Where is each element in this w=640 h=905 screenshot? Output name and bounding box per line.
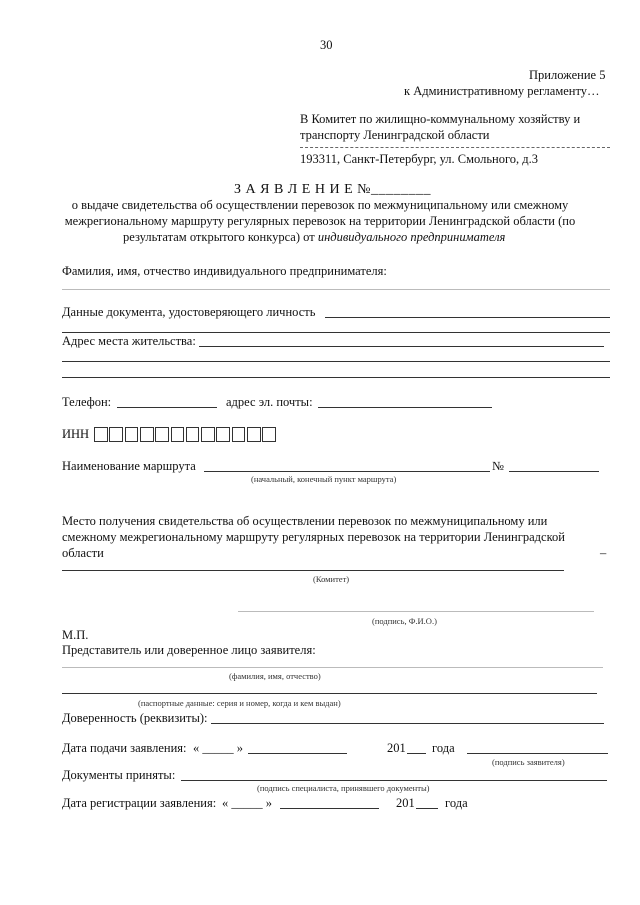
passport-caption: (паспортные данные: серия и номер, когда и кем выдан) xyxy=(138,698,341,708)
inn-cell[interactable] xyxy=(125,427,139,442)
place-line-1: Место получения свидетельства об осуществлении перевозок по межмуниципальному или xyxy=(62,514,548,528)
phone-field[interactable] xyxy=(117,407,217,408)
submission-year-suffix: года xyxy=(432,741,455,755)
address-field-2[interactable] xyxy=(62,361,610,362)
addressee-line-2: транспорту Ленинградской области xyxy=(300,128,490,142)
inn-cell[interactable] xyxy=(94,427,108,442)
inn-cell[interactable] xyxy=(201,427,215,442)
registration-year-prefix: 201 xyxy=(396,796,415,810)
inn-cells[interactable] xyxy=(94,427,279,442)
applicant-signature-caption: (подпись заявителя) xyxy=(492,757,565,767)
email-field[interactable] xyxy=(318,407,492,408)
route-field[interactable] xyxy=(204,471,490,472)
route-label: Наименование маршрута xyxy=(62,459,196,473)
id-doc-field[interactable] xyxy=(325,317,610,318)
id-doc-label: Данные документа, удостоверяющего личность xyxy=(62,305,316,319)
addressee-divider xyxy=(300,147,610,148)
submission-date-month-field[interactable] xyxy=(248,753,347,754)
inn-cell[interactable] xyxy=(247,427,261,442)
signature-caption: (подпись, Ф.И.О.) xyxy=(372,616,437,626)
inn-cell[interactable] xyxy=(155,427,169,442)
power-of-attorney-label: Доверенность (реквизиты): xyxy=(62,711,208,725)
statement-heading: З А Я В Л Е Н И Е №________ xyxy=(234,182,431,197)
registration-date-label: Дата регистрации заявления: xyxy=(62,796,217,810)
email-label: адрес эл. почты: xyxy=(226,395,313,409)
inn-cell[interactable] xyxy=(171,427,185,442)
power-of-attorney-field[interactable] xyxy=(211,723,604,724)
place-dash: – xyxy=(600,546,607,560)
submission-year-prefix: 201 xyxy=(387,741,406,755)
fio-field[interactable] xyxy=(62,289,610,290)
addressee-address: 193311, Санкт-Петербург, ул. Смольного, д.3 xyxy=(300,152,539,166)
registration-date-month-field[interactable] xyxy=(280,808,379,809)
appendix-line-2: к Административному регламенту… xyxy=(404,84,600,98)
page-number: 30 xyxy=(320,38,333,52)
appendix-line-1: Приложение 5 xyxy=(529,68,606,82)
submission-year-field[interactable] xyxy=(407,753,426,754)
route-number-label: № xyxy=(492,459,504,473)
statement-subtitle-3 xyxy=(123,230,505,245)
inn-cell[interactable] xyxy=(232,427,246,442)
statement-subtitle-2: межрегиональному маршруту регулярных перевозок на территории Ленинградской области (по xyxy=(64,214,576,228)
route-caption: (начальный, конечный пункт маршрута) xyxy=(251,474,397,484)
signature-field[interactable] xyxy=(238,611,594,612)
passport-field[interactable] xyxy=(62,693,597,694)
submission-date-day[interactable]: « _____ » xyxy=(193,741,243,755)
registration-date-day[interactable]: « _____ » xyxy=(222,796,272,810)
phone-label: Телефон: xyxy=(62,395,112,409)
inn-cell[interactable] xyxy=(216,427,230,442)
inn-cell[interactable] xyxy=(186,427,200,442)
fio-label: Фамилия, имя, отчество индивидуального предпринимателя: xyxy=(62,264,387,278)
statement-subtitle-3-italic: индивидуального предпринимателя xyxy=(317,230,506,244)
address-field[interactable] xyxy=(199,346,604,347)
registration-year-suffix: года xyxy=(445,796,468,810)
committee-caption: (Комитет) xyxy=(313,574,350,584)
address-field-3[interactable] xyxy=(62,377,610,378)
id-doc-field-2[interactable] xyxy=(62,332,610,333)
applicant-signature-field[interactable] xyxy=(467,753,608,754)
statement-subtitle-3-prefix: результатам открытого конкурса) от xyxy=(123,230,315,244)
committee-field[interactable] xyxy=(62,570,564,571)
inn-cell[interactable] xyxy=(140,427,154,442)
docs-accepted-label: Документы приняты: xyxy=(62,768,176,782)
address-label: Адрес места жительства: xyxy=(62,334,196,348)
specialist-caption: (подпись специалиста, принявшего документы) xyxy=(257,783,430,793)
inn-cell[interactable] xyxy=(262,427,276,442)
place-line-2: смежному межрегиональному маршруту регулярных перевозок на территории Ленинградской xyxy=(62,530,565,544)
registration-year-field[interactable] xyxy=(416,808,438,809)
route-number-field[interactable] xyxy=(509,471,599,472)
representative-field[interactable] xyxy=(62,667,603,668)
representative-caption: (фамилия, имя, отчество) xyxy=(229,671,321,681)
addressee-line-1: В Комитет по жилищно-коммунальному хозяйству и xyxy=(300,112,581,126)
inn-cell[interactable] xyxy=(109,427,123,442)
submission-date-label: Дата подачи заявления: xyxy=(62,741,187,755)
place-line-3: области xyxy=(62,546,104,560)
docs-accepted-field[interactable] xyxy=(181,780,607,781)
statement-subtitle-1: о выдаче свидетельства об осуществлении перевозок по межмуниципальному или смежному xyxy=(71,198,569,212)
inn-label: ИНН xyxy=(62,427,90,441)
stamp-place: М.П. xyxy=(62,628,89,642)
representative-label: Представитель или доверенное лицо заявителя: xyxy=(62,643,316,657)
